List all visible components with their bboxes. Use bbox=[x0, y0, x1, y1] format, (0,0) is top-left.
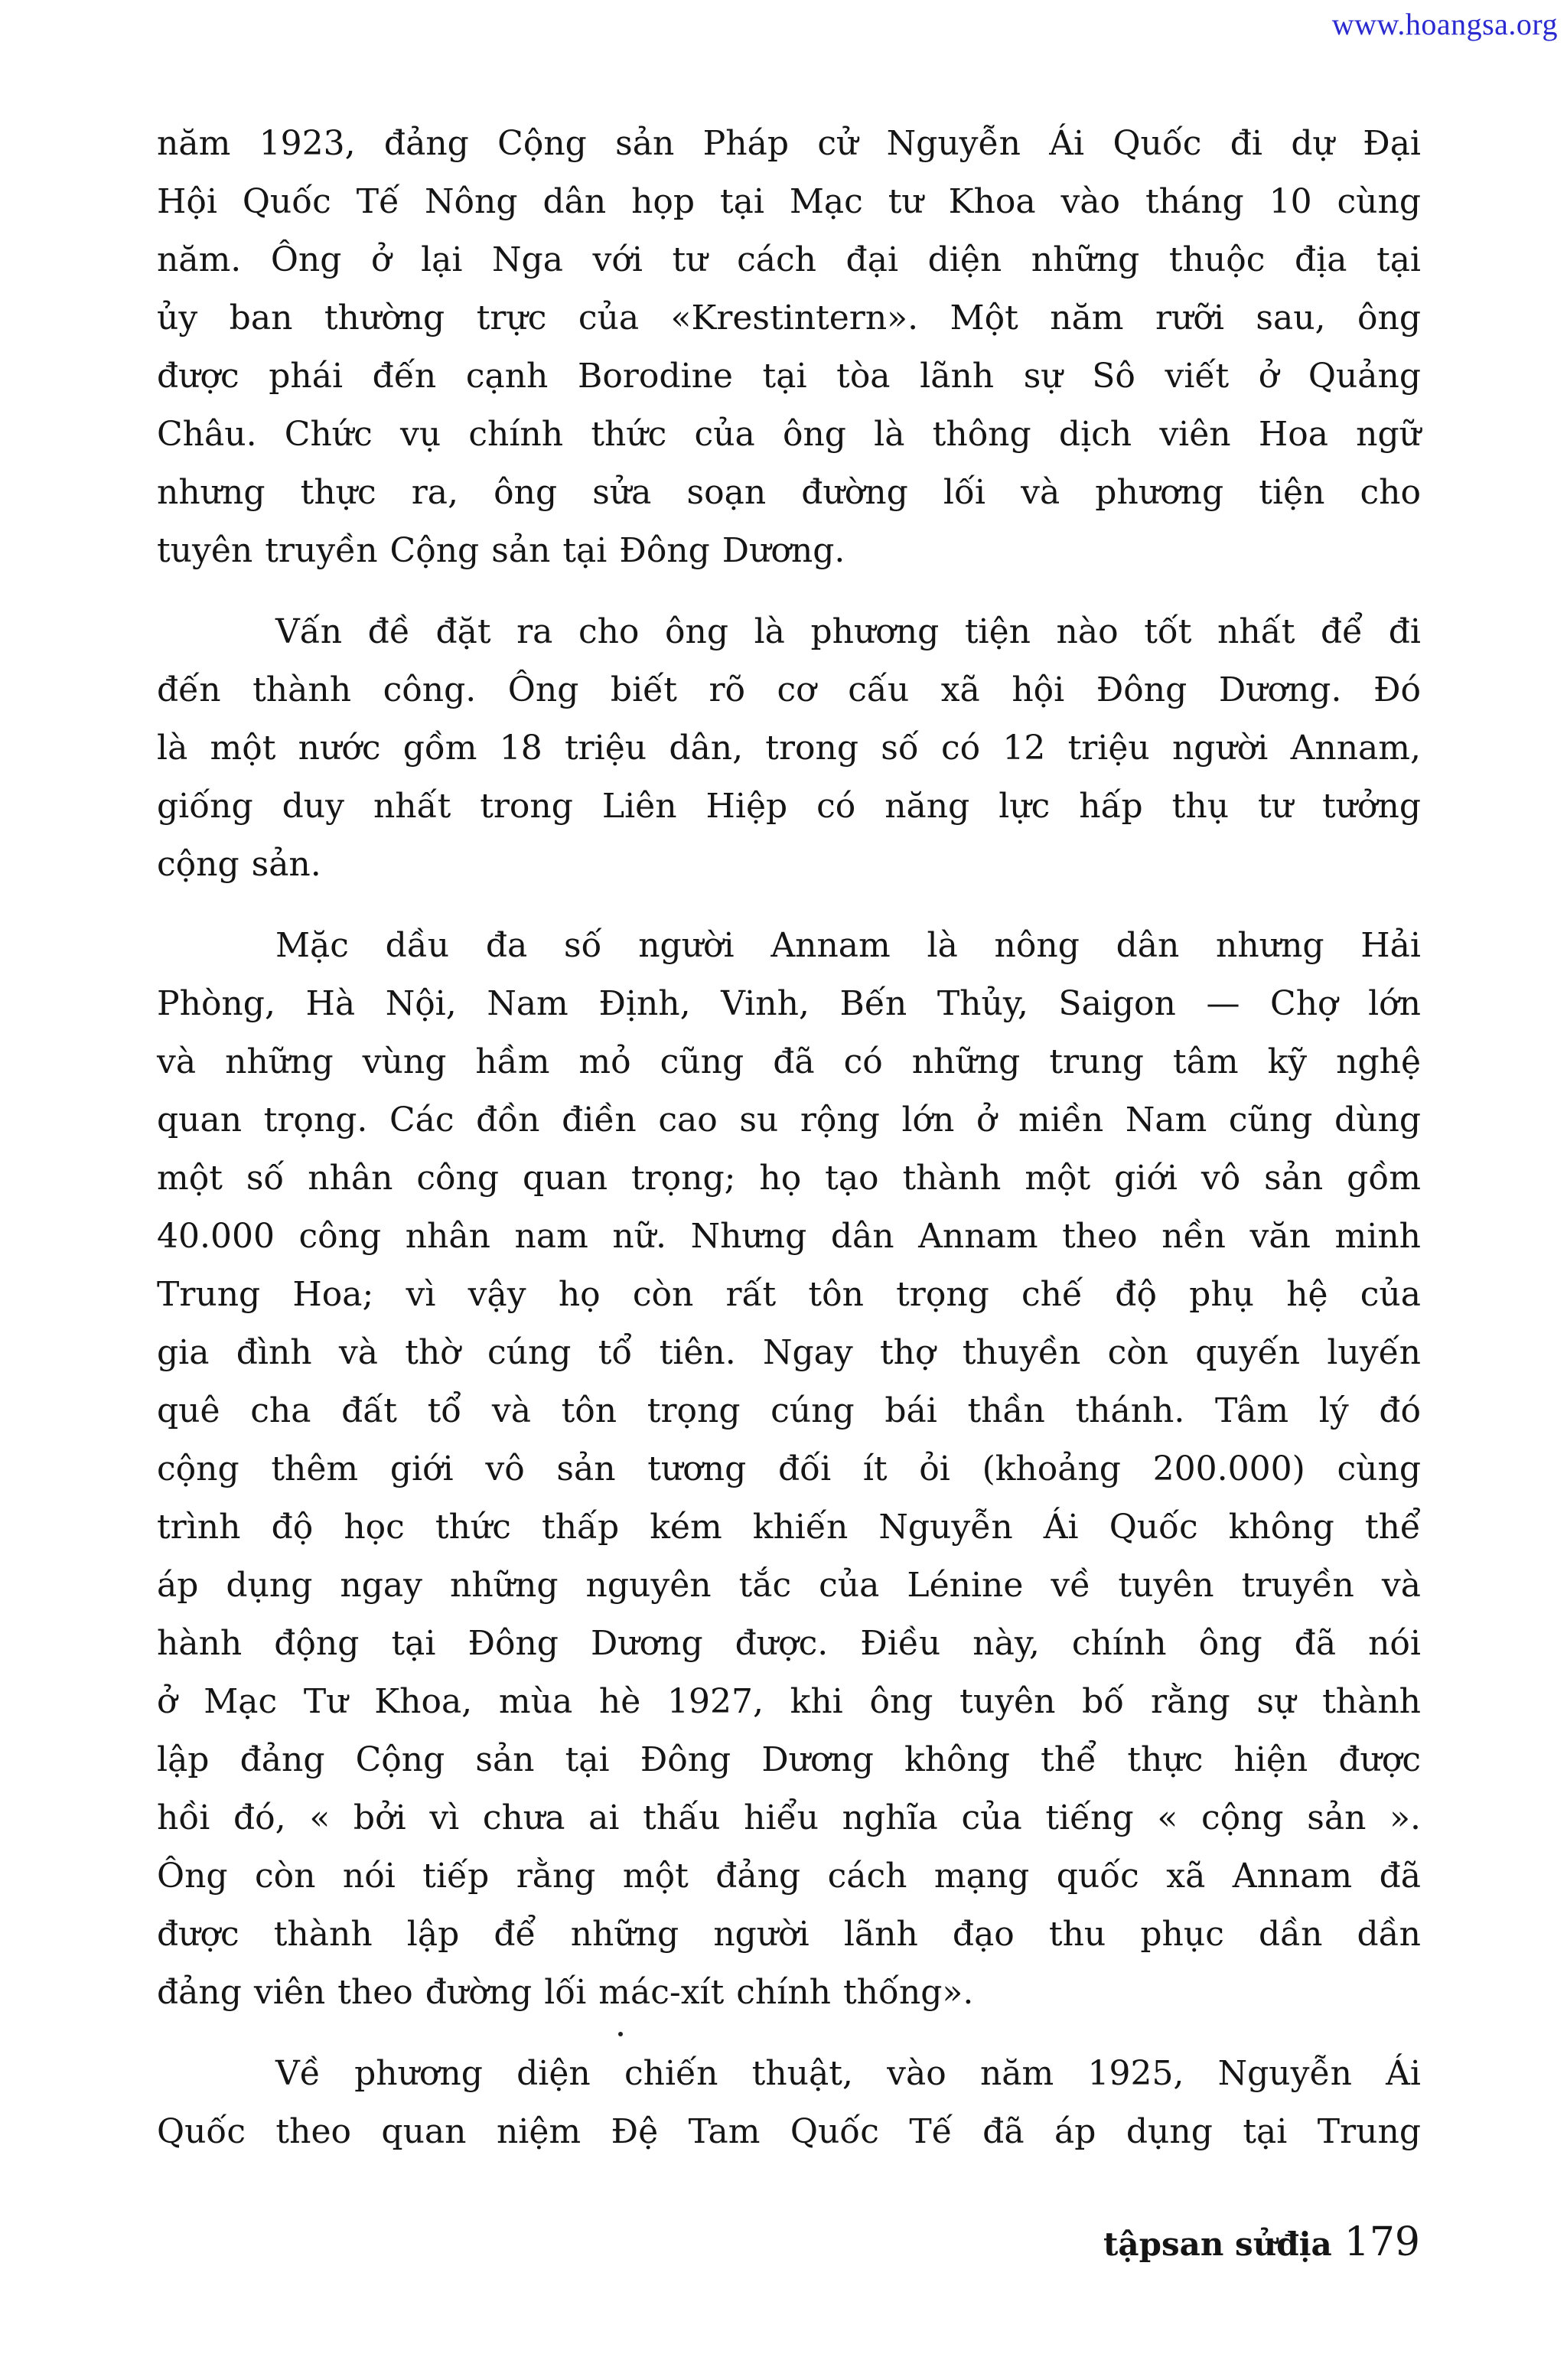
print-speck bbox=[618, 2032, 623, 2036]
text-line: cộng thêm giới vô sản tương đối ít ỏi (khoảng 200.000) cùng bbox=[157, 1449, 1421, 1488]
watermark-url: www.hoangsa.org bbox=[1331, 7, 1558, 41]
paragraph bbox=[157, 917, 1421, 2022]
text-line: được phái đến cạnh Borodine tại tòa lãnh sự Sô viết ở Quảng bbox=[157, 357, 1421, 396]
text-line: năm. Ông ở lại Nga với tư cách đại diện những thuộc địa tại bbox=[157, 240, 1421, 279]
paragraph bbox=[157, 603, 1421, 894]
text-line: 40.000 công nhân nam nữ. Nhưng dân Annam theo nền văn minh bbox=[157, 1217, 1421, 1256]
text-line: quan trọng. Các đồn điền cao su rộng lớn ở miền Nam cũng dùng bbox=[157, 1100, 1421, 1139]
text-line: năm 1923, đảng Cộng sản Pháp cử Nguyễn Ái Quốc đi dự Đại bbox=[157, 124, 1421, 163]
text-line: đến thành công. Ông biết rõ cơ cấu xã hội Đông Dương. Đó bbox=[157, 670, 1421, 709]
text-line: Về phương diện chiến thuật, vào năm 1925, Nguyễn Ái bbox=[275, 2054, 1421, 2093]
paragraph bbox=[157, 115, 1421, 580]
page-number: 179 bbox=[1344, 2219, 1420, 2265]
text-line: Phòng, Hà Nội, Nam Định, Vinh, Bến Thủy, Saigon — Chợ lớn bbox=[157, 984, 1421, 1023]
text-line: hành động tại Đông Dương được. Điều này, chính ông đã nói bbox=[157, 1624, 1421, 1663]
text-line: một số nhân công quan trọng; họ tạo thành một giới vô sản gồm bbox=[157, 1159, 1421, 1198]
text-line: lập đảng Cộng sản tại Đông Dương không thể thực hiện được bbox=[157, 1740, 1421, 1779]
text-line: Mặc dầu đa số người Annam là nông dân nhưng Hải bbox=[275, 926, 1421, 965]
text-line: ở Mạc Tư Khoa, mùa hè 1927, khi ông tuyên bố rằng sự thành bbox=[157, 1682, 1421, 1721]
text-line: áp dụng ngay những nguyên tắc của Lénine về tuyên truyền và bbox=[157, 1566, 1421, 1605]
page-footer bbox=[1103, 2219, 1420, 2265]
text-line: tuyên truyền Cộng sản tại Đông Dương. bbox=[157, 531, 845, 570]
text-line: Hội Quốc Tế Nông dân họp tại Mạc tư Khoa vào tháng 10 cùng bbox=[157, 182, 1421, 221]
text-line: Châu. Chức vụ chính thức của ông là thông dịch viên Hoa ngữ bbox=[157, 415, 1421, 454]
text-line: cộng sản. bbox=[157, 845, 321, 884]
journal-name: tậpsan sửđịa bbox=[1103, 2225, 1332, 2263]
text-line: được thành lập để những người lãnh đạo thu phục dần dần bbox=[157, 1915, 1421, 1954]
text-line: hồi đó, « bởi vì chưa ai thấu hiểu nghĩa của tiếng « cộng sản ». bbox=[157, 1798, 1421, 1837]
text-line: Vấn đề đặt ra cho ông là phương tiện nào tốt nhất để đi bbox=[275, 612, 1421, 651]
text-line: và những vùng hầm mỏ cũng đã có những trung tâm kỹ nghệ bbox=[157, 1042, 1421, 1081]
text-line: giống duy nhất trong Liên Hiệp có năng lực hấp thụ tư tưởng bbox=[157, 787, 1421, 826]
text-line: Trung Hoa; vì vậy họ còn rất tôn trọng chế độ phụ hệ của bbox=[157, 1275, 1421, 1314]
paragraph bbox=[157, 2045, 1421, 2161]
text-line: quê cha đất tổ và tôn trọng cúng bái thần thánh. Tâm lý đó bbox=[157, 1391, 1421, 1430]
body-text bbox=[157, 115, 1421, 2161]
text-line: ủy ban thường trực của «Krestintern». Một năm rưỡi sau, ông bbox=[157, 298, 1421, 337]
text-line: là một nước gồm 18 triệu dân, trong số có 12 triệu người Annam, bbox=[157, 729, 1421, 768]
text-line: đảng viên theo đường lối mác-xít chính thống». bbox=[157, 1973, 974, 2012]
text-line: gia đình và thờ cúng tổ tiên. Ngay thợ thuyền còn quyến luyến bbox=[157, 1333, 1421, 1372]
text-line: trình độ học thức thấp kém khiến Nguyễn Ái Quốc không thể bbox=[157, 1508, 1421, 1547]
text-line: nhưng thực ra, ông sửa soạn đường lối và phương tiện cho bbox=[157, 473, 1421, 512]
text-line: Quốc theo quan niệm Đệ Tam Quốc Tế đã áp dụng tại Trung bbox=[157, 2112, 1421, 2151]
text-line: Ông còn nói tiếp rằng một đảng cách mạng quốc xã Annam đã bbox=[157, 1857, 1421, 1896]
